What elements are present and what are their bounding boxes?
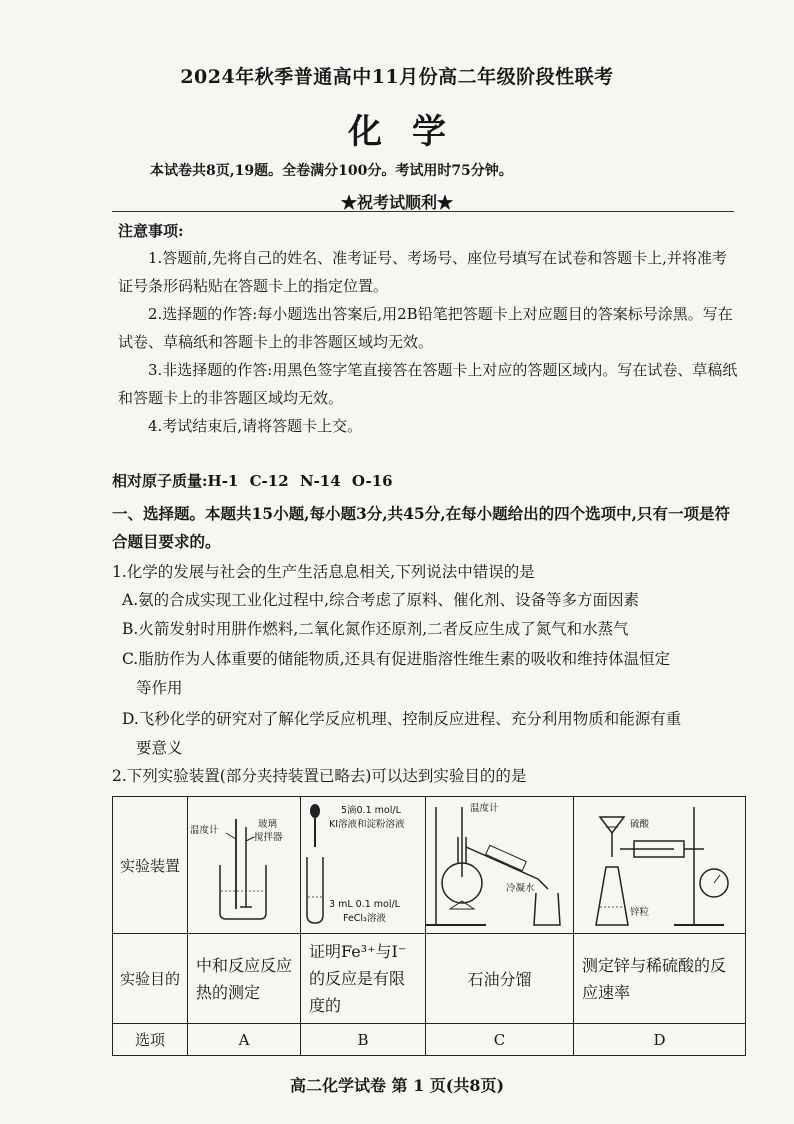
- note-item-2: 2.选择题的作答:每小题选出答案后,用2B铅笔把答题卡上对应题目的答案标号涂黑。写在试卷、草稿纸和答题卡上的非答题区域均无效。: [118, 305, 733, 351]
- exam-intro: 本试卷共8页,19题。全卷满分100分。考试用时75分钟。: [150, 163, 513, 179]
- option-c-line-2: 等作用: [136, 679, 183, 697]
- calorimeter-diagram: [188, 797, 301, 933]
- label-sulfuric-acid: 硫酸: [630, 819, 650, 830]
- notes-title: 注意事项:: [118, 222, 184, 240]
- question-1-option-c: [122, 645, 742, 703]
- row-label-apparatus: 实验装置: [113, 797, 188, 934]
- reaction-rate-diagram: [574, 797, 746, 933]
- question-1-option-d: [122, 705, 742, 763]
- label-ki-solution: KI溶液和淀粉溶液: [329, 819, 405, 830]
- label-stirrer: 搅拌器: [254, 832, 283, 843]
- label-thermometer-c: 温度计: [470, 803, 499, 814]
- question-1-option-b: B.火箭发射时用肼作燃料,二氧化氮作还原剂,二者反应生成了氮气和水蒸气: [122, 620, 629, 638]
- question-1-option-a: A.氨的合成实现工业化过程中,综合考虑了原料、催化剂、设备等多方面因素: [122, 591, 640, 609]
- label-thermometer-a: 温度计: [190, 825, 219, 836]
- label-fecl3-solution: FeCl₃溶液: [343, 913, 386, 924]
- row-label-option: 选项: [113, 1024, 188, 1056]
- option-c: C: [426, 1024, 574, 1056]
- atomic-masses: 相对原子质量:H-1 C-12 N-14 O-16: [112, 472, 393, 490]
- note-item-1: 1.答题前,先将自己的姓名、准考证号、考场号、座位号填写在试卷和答题卡上,并将准考证号条形码粘贴在答题卡上的指定位置。: [118, 249, 727, 295]
- note-item-4: 4.考试结束后,请将答题卡上交。: [148, 417, 363, 435]
- goal-a: 中和反应反应热的测定: [188, 934, 301, 1024]
- good-luck-banner: ★祝考试顺利★: [340, 193, 453, 212]
- apparatus-c: [426, 797, 574, 934]
- label-zinc-granules: 锌粒: [630, 907, 650, 918]
- section-heading: 一、选择题。本题共15小题,每小题3分,共45分,在每小题给出的四个选项中,只有一项是符合题目要求的。: [112, 504, 731, 551]
- row-label-goal: 实验目的: [113, 934, 188, 1024]
- subject-title: 化学: [348, 112, 476, 152]
- label-cooling-water: 冷凝水: [506, 883, 535, 894]
- divider: [112, 211, 734, 212]
- option-d-line-1: D.飞秒化学的研究对了解化学反应机理、控制反应进程、充分利用物质和能源有重: [122, 710, 682, 728]
- note-item-3: 3.非选择题的作答:用黑色签字笔直接答在答题卡上对应的答题区域内。写在试卷、草稿纸和答题卡上的非答题区域均无效。: [118, 361, 738, 407]
- distillation-diagram: [426, 797, 574, 933]
- goal-c: 石油分馏: [426, 934, 574, 1024]
- label-glass: 玻璃: [258, 819, 278, 830]
- option-d: D: [574, 1024, 746, 1056]
- goal-b: 证明Fe³⁺与I⁻的反应是有限度的: [301, 934, 426, 1024]
- option-d-line-2: 要意义: [136, 739, 183, 757]
- option-a: A: [188, 1024, 301, 1056]
- apparatus-d: [574, 797, 746, 934]
- apparatus-a: [188, 797, 301, 934]
- goal-d: 测定锌与稀硫酸的反应速率: [574, 934, 746, 1024]
- page-footer: 高二化学试卷 第 1 页(共8页): [289, 1076, 505, 1095]
- question-1-stem: 1.化学的发展与社会的生产生活息息相关,下列说法中错误的是: [112, 563, 535, 581]
- option-c-line-1: C.脂肪作为人体重要的储能物质,还具有促进脂溶性维生素的吸收和维持体温恒定: [122, 650, 671, 668]
- option-b: B: [301, 1024, 426, 1056]
- label-ki-volume: 5滴0.1 mol/L: [341, 805, 401, 816]
- question-2-stem: 2.下列实验装置(部分夹持装置已略去)可以达到实验目的的是: [112, 767, 527, 785]
- test-tube-diagram: [301, 797, 426, 933]
- exam-title: 2024年秋季普通高中11月份高二年级阶段性联考: [180, 66, 614, 88]
- experiment-table: [112, 796, 746, 1056]
- apparatus-b: [301, 797, 426, 934]
- label-fecl3-volume: 3 mL 0.1 mol/L: [329, 899, 400, 910]
